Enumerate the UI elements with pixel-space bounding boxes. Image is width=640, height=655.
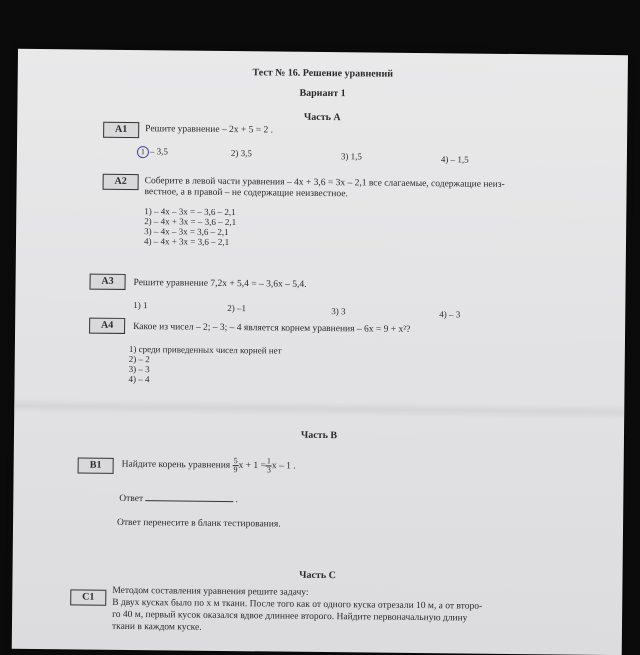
question-label-a3: А3 xyxy=(89,274,125,290)
a2-option-3: 3) – 4x – 3x = 3,6 – 2,1 xyxy=(144,226,229,238)
a3-option-2: 2) –1 xyxy=(227,303,247,314)
a4-option-4: 4) – 4 xyxy=(128,373,150,385)
paper-fold xyxy=(14,399,624,419)
answer-row-b1: Ответ . xyxy=(119,493,238,506)
question-label-c1: С1 xyxy=(70,589,106,605)
question-label-b1: В1 xyxy=(78,457,114,473)
question-label-a1: А1 xyxy=(103,122,139,138)
question-text-c1-line1: Методом составления уравнения решите задачу: xyxy=(112,585,309,598)
question-text-c1-line3: го 40 м, первый кусок оказался вдвое длиннее второго. Найдите первоначальную длину xyxy=(112,609,468,624)
a3-option-1: 1) 1 xyxy=(133,300,148,311)
question-text-c1-line2: В двух кусках было по x м ткани. После того как от одного куска отрезали 10 м, а от второ- xyxy=(112,597,483,612)
question-text-a2-line1: Соберите в левой части уравнения – 4x + 3,6 = 3x – 2,1 все слагаемые, содержащие неиз- xyxy=(144,176,505,190)
part-c-heading: Часть С xyxy=(299,569,336,582)
a2-option-1: 1) – 4x – 3x = – 3,6 – 2,1 xyxy=(144,206,236,218)
a2-option-2: 2) – 4x + 3x = – 3,6 – 2,1 xyxy=(144,216,237,228)
test-sheet xyxy=(12,49,628,655)
part-a-heading: Часть А xyxy=(303,111,341,124)
a3-option-4: 4) – 3 xyxy=(439,309,461,320)
answer-circle-mark: 1 xyxy=(137,146,149,158)
question-text-a1: Решите уравнение – 2x + 5 = 2 . xyxy=(145,124,274,136)
a2-option-4: 4) – 4x + 3x = 3,6 – 2,1 xyxy=(143,236,230,248)
a1-option-2: 2) 3,5 xyxy=(230,148,252,159)
part-b-heading: Часть В xyxy=(300,429,338,442)
question-text-b1: Найдите корень уравнения $\frac{5}{9}$ x + 1 = $\frac{1}{3}$ x – 1 . xyxy=(121,456,296,475)
page-title: Тест № 16. Решение уравнений xyxy=(252,67,394,80)
answer-blank-line[interactable] xyxy=(145,500,233,502)
a4-option-1: 1) среди приведенных чисел корней нет xyxy=(128,343,282,356)
fraction-1-3: $\frac{1}{3}$ xyxy=(266,456,271,475)
a4-option-2: 2) – 2 xyxy=(128,353,150,365)
question-text-c1-line4: ткани в каждом куске. xyxy=(111,621,202,633)
a1-option-1: 1 – 3,5 xyxy=(137,146,168,158)
question-label-a2: А2 xyxy=(103,174,139,190)
fraction-5-9: $\frac{5}{9}$ xyxy=(233,456,238,475)
question-text-a2-line2: вестное, а в правой – не содержащие неизвестное. xyxy=(144,187,348,200)
question-label-a4: А4 xyxy=(89,318,125,334)
a3-option-3: 3) 3 xyxy=(331,306,346,317)
a4-option-3: 3) – 3 xyxy=(128,363,150,375)
question-text-a3: Решите уравнение 7,2x + 5,4 = – 3,6x – 5,4. xyxy=(133,278,307,290)
variant-label: Вариант 1 xyxy=(299,87,346,100)
question-text-a4: Какое из чисел – 2; – 3; – 4 является корнем уравнения – 6x = 9 + x²? xyxy=(133,322,411,335)
a1-option-4: 4) – 1,5 xyxy=(440,154,469,165)
answer-note: Ответ перенесите в бланк тестирования. xyxy=(117,517,281,530)
a1-option-3: 3) 1,5 xyxy=(340,151,362,162)
